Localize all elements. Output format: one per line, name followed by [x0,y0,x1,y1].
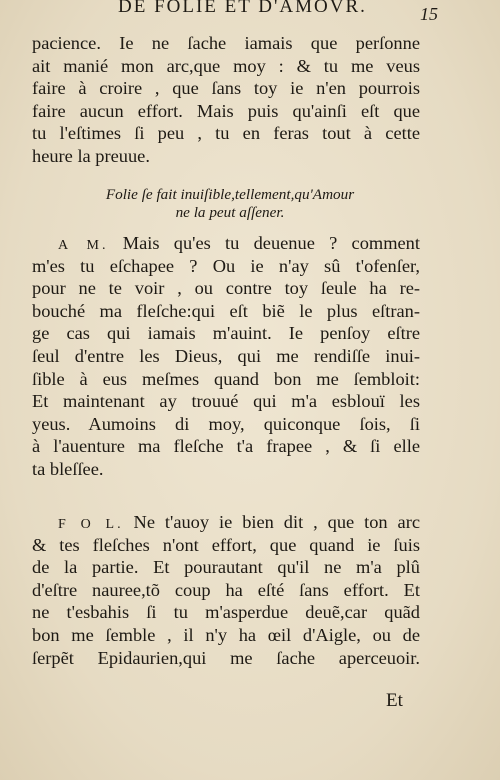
text-fragment: Ne t'auoy ie bien dit , que ton arc [123,512,420,532]
text-line: d'eſtre nauree,tõ coup ha eſté ſans effort. Et [32,579,420,600]
text-line: ge cas qui iamais m'auint. Ie penſoy eſtre [32,323,420,344]
text-line [32,232,420,255]
speaker-label: A M. [58,238,109,253]
text-line: yeus. Aumoins di moy, quiconque ſois, ſi [32,413,420,434]
catchword: Et [386,690,403,711]
text-line: pour ne te voir , ou contre toy ſeule ha re- [32,278,420,299]
paragraph-1 [32,32,420,168]
text-line: ſible à eus meſmes quand bon me ſembloit: [32,368,420,389]
text-line: bon me ſemble , il n'y ha œil d'Aigle, ou de [32,624,420,645]
text-line: pacience. Ie ne ſache iamais que perſonne [32,33,420,53]
text-line: à l'auenture ma fleſche t'a frapee , & ſi elle [32,436,420,457]
text-line: ſerpẽt Epidaurien,qui me ſache aperceuoir. [32,647,420,668]
stage-direction-line: Folie ſe fait inuiſible,tellement,qu'Amour [105,186,355,203]
stage-direction-line: ne la peut aſſener. [175,204,285,221]
text-fragment: Mais qu'es tu deuenue ? comment [108,233,420,253]
speaker-label: F O L. [58,517,124,532]
text-line: ta bleſſee. [32,458,104,479]
text-line: faire à croire , que ſans toy ie n'en pourrois [32,78,420,99]
page-number: 15 [420,4,438,24]
running-title: DE FOLIE ET D'AMOVR. [118,0,367,17]
text-line: Et maintenant ay trouué qui m'a esblouï les [32,391,420,412]
text-line: & tes fleſches n'ont effort, que quand ie ſuis [32,534,420,555]
paragraph-2 [32,232,420,481]
text-line: ne t'esbahis ſi tu m'asperdue deuẽ,car quãd [32,602,420,623]
text-line: faire aucun effort. Mais puis qu'ainſi eſt que [32,100,420,121]
paragraph-3 [32,511,420,669]
text-line: tu l'eſtimes ſi peu , tu en feras tout à cette [32,123,420,144]
text-line: ſeul d'entre les Dieus, qui me rendiſſe inui- [32,345,420,366]
text-line [32,511,420,534]
text-line: heure la preuue. [32,145,150,166]
text-line: de la partie. Et pourautant qu'il ne m'a plû [32,557,420,578]
text-line: bouché ma fleſche:qui eſt biẽ le plus eſtran- [32,300,420,321]
text-line: ait manié mon arc,que moy : & tu me veus [32,55,420,76]
text-line: m'es tu eſchapee ? Ou ie n'ay sû t'ofenſer, [32,255,420,276]
stage-direction [60,186,400,222]
